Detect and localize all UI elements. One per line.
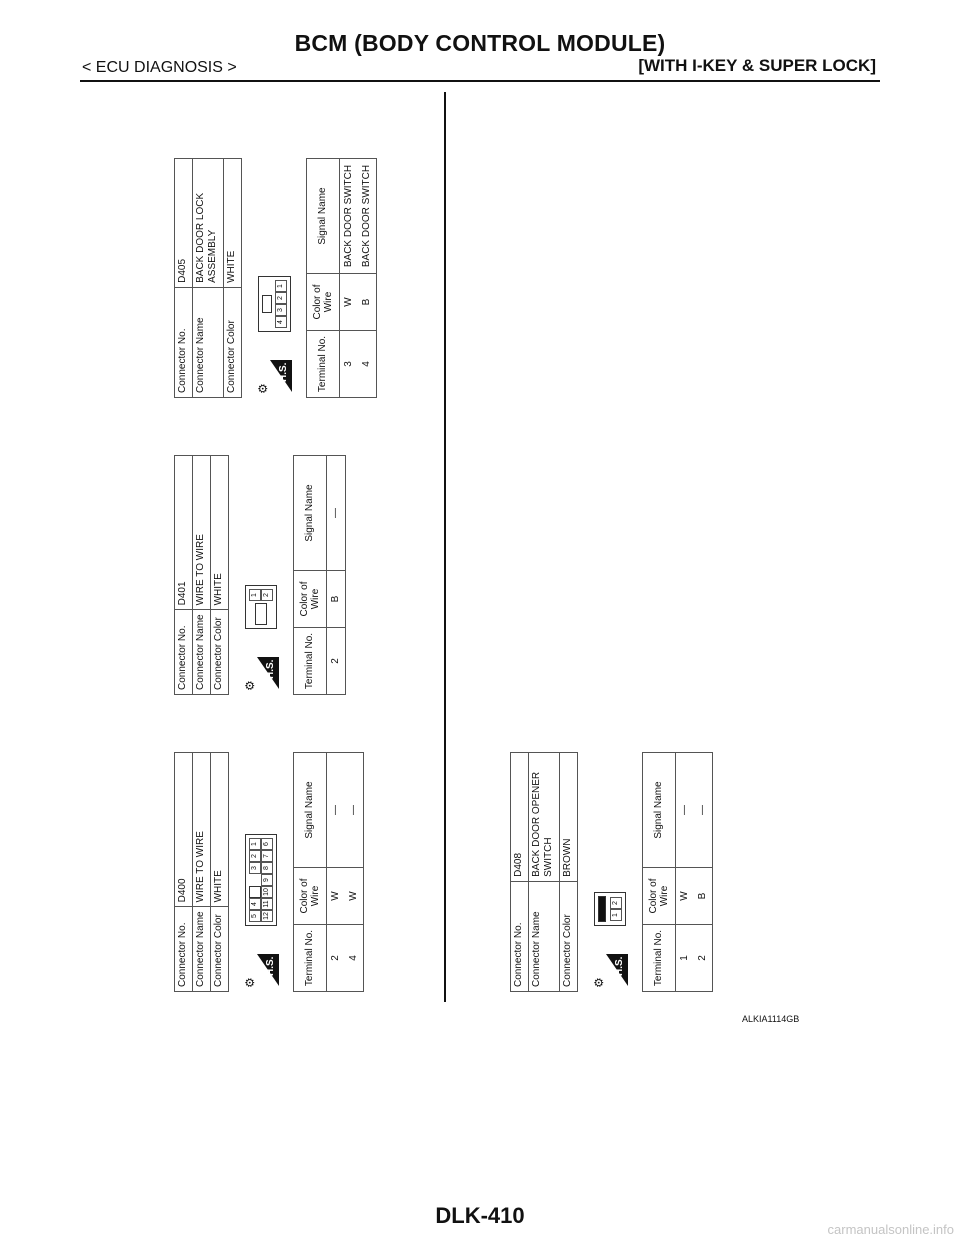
connector-no: D401 (175, 456, 193, 610)
harness-side-icon: ⚙ H.S. (243, 954, 279, 990)
connector-d401 (174, 455, 346, 695)
connector-no: D400 (175, 753, 193, 907)
connector-d408 (510, 752, 713, 992)
connector-name: WIRE TO WIRE (193, 456, 211, 610)
connector-name: WIRE TO WIRE (193, 753, 211, 907)
table-row: 1 W — (676, 753, 695, 992)
harness-side-icon: ⚙ H.S. (243, 657, 279, 693)
harness-side-icon: ⚙ H.S. (256, 360, 292, 396)
section-label: < ECU DIAGNOSIS > (82, 59, 237, 76)
connector-color: WHITE (211, 456, 229, 610)
connector-color: BROWN (560, 753, 578, 882)
variant-label: [WITH I-KEY & SUPER LOCK] (638, 56, 876, 75)
harness-side-icon: ⚙ H.S. (592, 954, 628, 990)
terminal-table: Terminal No. Color of Wire Signal Name 3 W BACK DOOR SWITCH 4 B BACK DOOR SWITCH (306, 158, 377, 398)
connector-latch (249, 886, 261, 898)
table-row: 2 B — (327, 456, 346, 695)
connector-no: D405 (175, 159, 193, 288)
connector-info-table: Connector No. D401 Connector Name WIRE TO WIRE Connector Color WHITE (174, 455, 229, 695)
page-number: DLK-410 (435, 1203, 525, 1228)
table-row: 3 W BACK DOOR SWITCH (340, 159, 359, 398)
connector-face: 4 3 2 1 (258, 276, 291, 332)
connector-no: D408 (511, 753, 529, 882)
connector-latch (255, 603, 267, 625)
table-row: 2 B — (694, 753, 713, 992)
terminal-table: Terminal No. Color of Wire Signal Name 1 W — 2 B — (642, 752, 713, 992)
terminal-table: Terminal No. Color of Wire Signal Name 2 B — (293, 455, 346, 695)
table-row: 2 W — (327, 753, 346, 992)
connector-face: 1 2 (594, 892, 626, 926)
page-title: BCM (BODY CONTROL MODULE) (294, 30, 666, 56)
connector-latch (598, 896, 606, 922)
connector-d400 (174, 752, 364, 992)
connector-latch (262, 295, 272, 313)
table-row: 4 B BACK DOOR SWITCH (358, 159, 377, 398)
connector-name: BACK DOOR OPENER SWITCH (529, 753, 560, 882)
table-row: 4 W — (345, 753, 364, 992)
connector-face: 1 2 (245, 585, 277, 629)
connector-info-table: Connector No. D405 Connector Name BACK DOOR LOCK ASSEMBLY Connector Color WHITE (174, 158, 242, 398)
terminal-table: Terminal No. Color of Wire Signal Name 2 W — 4 W — (293, 752, 364, 992)
column-divider (444, 92, 446, 1002)
connector-info-table: Connector No. D400 Connector Name WIRE TO WIRE Connector Color WHITE (174, 752, 229, 992)
connector-d405 (174, 158, 377, 398)
connector-color: WHITE (224, 159, 242, 288)
connector-name: BACK DOOR LOCK ASSEMBLY (193, 159, 224, 288)
connector-face: 5 4 3 2 1 12 11 10 9 8 7 6 (245, 834, 277, 926)
watermark: carmanualsonline.info (827, 1222, 954, 1237)
connector-color: WHITE (211, 753, 229, 907)
figure-code: ALKIA1114GB (742, 1014, 800, 1024)
connector-info-table: Connector No. D408 Connector Name BACK DOOR OPENER SWITCH Connector Color BROWN (510, 752, 578, 992)
header-rule (80, 80, 880, 82)
